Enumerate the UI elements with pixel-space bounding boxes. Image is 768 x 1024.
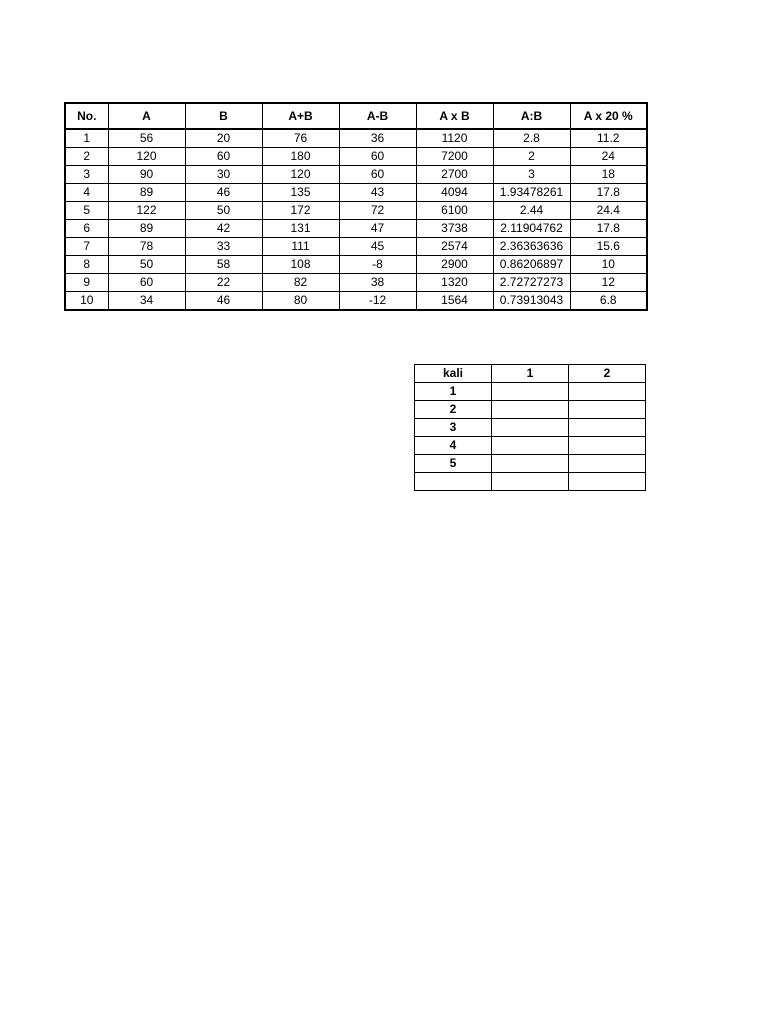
table-cell[interactable]: 24.4 bbox=[570, 202, 647, 220]
table-cell[interactable]: 36 bbox=[339, 129, 416, 148]
column-header-b[interactable]: B bbox=[185, 103, 262, 129]
column-header-a-minus-b[interactable]: A-B bbox=[339, 103, 416, 129]
kali-cell[interactable] bbox=[492, 473, 569, 491]
table-cell[interactable]: 3 bbox=[493, 166, 570, 184]
table-cell[interactable]: 4094 bbox=[416, 184, 493, 202]
table-cell[interactable]: -8 bbox=[339, 256, 416, 274]
kali-cell[interactable] bbox=[569, 401, 646, 419]
kali-cell[interactable] bbox=[569, 383, 646, 401]
table-cell[interactable]: 0.86206897 bbox=[493, 256, 570, 274]
table-row bbox=[65, 148, 647, 166]
table-cell[interactable]: 46 bbox=[185, 292, 262, 311]
data-table bbox=[64, 102, 648, 311]
kali-row bbox=[415, 419, 646, 437]
table-cell[interactable]: 4 bbox=[65, 184, 108, 202]
table-cell[interactable]: 1564 bbox=[416, 292, 493, 311]
table-cell[interactable]: 60 bbox=[339, 148, 416, 166]
kali-cell[interactable] bbox=[492, 455, 569, 473]
kali-row bbox=[415, 383, 646, 401]
table-cell[interactable]: 90 bbox=[108, 166, 185, 184]
kali-row-label[interactable] bbox=[415, 473, 492, 491]
table-cell[interactable]: 1320 bbox=[416, 274, 493, 292]
table-cell[interactable]: 1 bbox=[65, 129, 108, 148]
table-cell[interactable]: 43 bbox=[339, 184, 416, 202]
table-cell[interactable]: 12 bbox=[570, 274, 647, 292]
kali-cell[interactable] bbox=[492, 401, 569, 419]
table-cell[interactable]: 2.44 bbox=[493, 202, 570, 220]
table-cell[interactable]: 42 bbox=[185, 220, 262, 238]
table-cell[interactable]: 80 bbox=[262, 292, 339, 311]
table-cell[interactable]: 108 bbox=[262, 256, 339, 274]
table-cell[interactable]: 17.8 bbox=[570, 220, 647, 238]
table-row bbox=[65, 184, 647, 202]
table-row bbox=[65, 202, 647, 220]
column-header-no[interactable]: No. bbox=[65, 103, 108, 129]
table-cell[interactable]: 120 bbox=[108, 148, 185, 166]
table-cell[interactable]: 131 bbox=[262, 220, 339, 238]
kali-row-label[interactable]: 1 bbox=[415, 383, 492, 401]
kali-cell[interactable] bbox=[569, 437, 646, 455]
table-row bbox=[65, 129, 647, 148]
table-row bbox=[65, 238, 647, 256]
table-cell[interactable]: 2.8 bbox=[493, 129, 570, 148]
table-cell[interactable]: 18 bbox=[570, 166, 647, 184]
table-cell[interactable]: 46 bbox=[185, 184, 262, 202]
table-cell[interactable]: 6100 bbox=[416, 202, 493, 220]
table-cell[interactable]: 2900 bbox=[416, 256, 493, 274]
table-cell[interactable]: 76 bbox=[262, 129, 339, 148]
table-row bbox=[65, 256, 647, 274]
table-cell[interactable]: 50 bbox=[108, 256, 185, 274]
kali-row bbox=[415, 455, 646, 473]
kali-row-label[interactable]: 3 bbox=[415, 419, 492, 437]
table-cell[interactable]: 22 bbox=[185, 274, 262, 292]
table-row bbox=[65, 292, 647, 311]
table-cell[interactable]: 20 bbox=[185, 129, 262, 148]
table-row bbox=[65, 220, 647, 238]
table-cell[interactable]: 3738 bbox=[416, 220, 493, 238]
table-cell[interactable]: 2.36363636 bbox=[493, 238, 570, 256]
column-header-a-div-b[interactable]: A:B bbox=[493, 103, 570, 129]
table-cell[interactable]: 72 bbox=[339, 202, 416, 220]
table-cell[interactable]: 2700 bbox=[416, 166, 493, 184]
table-cell[interactable]: 24 bbox=[570, 148, 647, 166]
table-row bbox=[65, 274, 647, 292]
table-cell[interactable]: 33 bbox=[185, 238, 262, 256]
kali-row-label[interactable]: 4 bbox=[415, 437, 492, 455]
kali-row bbox=[415, 437, 646, 455]
table-cell[interactable]: 111 bbox=[262, 238, 339, 256]
kali-row bbox=[415, 401, 646, 419]
table-cell[interactable]: 5 bbox=[65, 202, 108, 220]
kali-cell[interactable] bbox=[569, 419, 646, 437]
kali-row bbox=[415, 473, 646, 491]
table-cell[interactable]: 10 bbox=[570, 256, 647, 274]
table-cell[interactable]: 89 bbox=[108, 184, 185, 202]
table-cell[interactable]: 11.2 bbox=[570, 129, 647, 148]
column-header-a[interactable]: A bbox=[108, 103, 185, 129]
table-cell[interactable]: 10 bbox=[65, 292, 108, 311]
table-cell[interactable]: 82 bbox=[262, 274, 339, 292]
table-cell[interactable]: 135 bbox=[262, 184, 339, 202]
table-cell[interactable]: 47 bbox=[339, 220, 416, 238]
table-cell[interactable]: 0.73913043 bbox=[493, 292, 570, 311]
table-cell[interactable]: 15.6 bbox=[570, 238, 647, 256]
table-cell[interactable]: 60 bbox=[185, 148, 262, 166]
table-cell[interactable]: 89 bbox=[108, 220, 185, 238]
table-cell[interactable]: 38 bbox=[339, 274, 416, 292]
table-cell[interactable]: 6 bbox=[65, 220, 108, 238]
table-cell[interactable]: 1120 bbox=[416, 129, 493, 148]
table-cell[interactable]: 2 bbox=[493, 148, 570, 166]
table-cell[interactable]: 172 bbox=[262, 202, 339, 220]
kali-cell[interactable] bbox=[569, 455, 646, 473]
table-cell[interactable]: 7200 bbox=[416, 148, 493, 166]
table-cell[interactable]: 78 bbox=[108, 238, 185, 256]
kali-header-col-2[interactable]: 2 bbox=[569, 365, 646, 383]
kali-row-label[interactable]: 5 bbox=[415, 455, 492, 473]
table-cell[interactable]: 60 bbox=[339, 166, 416, 184]
header-row bbox=[65, 103, 647, 129]
table-cell[interactable]: 180 bbox=[262, 148, 339, 166]
table-cell[interactable]: 56 bbox=[108, 129, 185, 148]
table-cell[interactable]: 17.8 bbox=[570, 184, 647, 202]
kali-cell[interactable] bbox=[569, 473, 646, 491]
table-cell[interactable]: 8 bbox=[65, 256, 108, 274]
table-cell[interactable]: 2.11904762 bbox=[493, 220, 570, 238]
table-cell[interactable]: 6.8 bbox=[570, 292, 647, 311]
kali-cell[interactable] bbox=[492, 437, 569, 455]
table-cell[interactable]: 7 bbox=[65, 238, 108, 256]
table-cell[interactable]: 50 bbox=[185, 202, 262, 220]
table-cell[interactable]: 2.72727273 bbox=[493, 274, 570, 292]
kali-cell[interactable] bbox=[492, 419, 569, 437]
table-cell[interactable]: -12 bbox=[339, 292, 416, 311]
table-cell[interactable]: 9 bbox=[65, 274, 108, 292]
table-cell[interactable]: 30 bbox=[185, 166, 262, 184]
table-cell[interactable]: 2 bbox=[65, 148, 108, 166]
kali-table bbox=[414, 364, 646, 491]
kali-header-col-1[interactable]: 1 bbox=[492, 365, 569, 383]
kali-header-label[interactable]: kali bbox=[415, 365, 492, 383]
column-header-a-times-b[interactable]: A x B bbox=[416, 103, 493, 129]
table-row bbox=[65, 166, 647, 184]
column-header-a-times-20-percent[interactable]: A x 20 % bbox=[570, 103, 647, 129]
table-cell[interactable]: 122 bbox=[108, 202, 185, 220]
kali-cell[interactable] bbox=[492, 383, 569, 401]
table-cell[interactable]: 58 bbox=[185, 256, 262, 274]
kali-header-row bbox=[415, 365, 646, 383]
table-cell[interactable]: 1.93478261 bbox=[493, 184, 570, 202]
table-cell[interactable]: 45 bbox=[339, 238, 416, 256]
table-cell[interactable]: 34 bbox=[108, 292, 185, 311]
column-header-a-plus-b[interactable]: A+B bbox=[262, 103, 339, 129]
kali-row-label[interactable]: 2 bbox=[415, 401, 492, 419]
table-cell[interactable]: 60 bbox=[108, 274, 185, 292]
table-cell[interactable]: 120 bbox=[262, 166, 339, 184]
table-cell[interactable]: 3 bbox=[65, 166, 108, 184]
table-cell[interactable]: 2574 bbox=[416, 238, 493, 256]
